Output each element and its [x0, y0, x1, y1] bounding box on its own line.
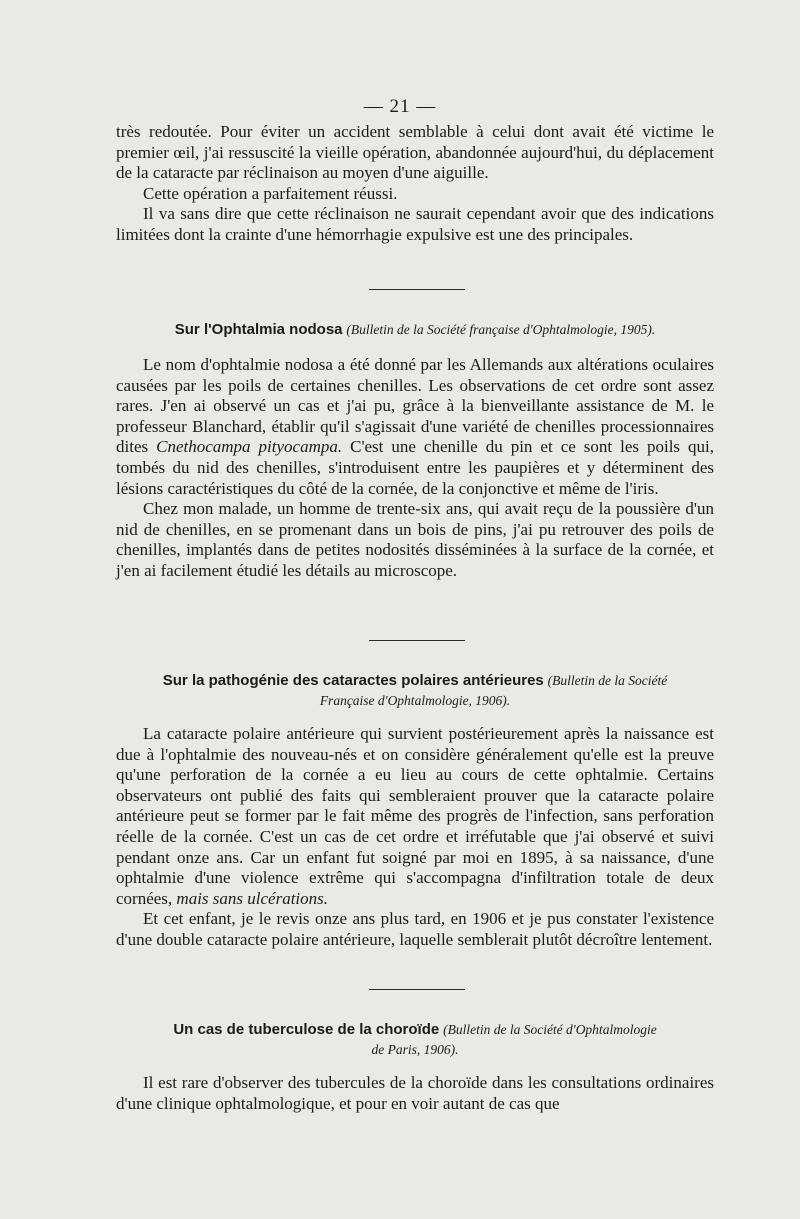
page-number: — 21 —	[363, 96, 437, 117]
section-body	[116, 355, 714, 582]
paragraph: Et cet enfant, je le revis onze ans plus tard, en 1906 et je pus constater l'existence d'une double cataracte polaire antérieure, laquelle semblerait plutôt décroître lentement.	[116, 909, 714, 949]
paragraph: Le nom d'ophtalmie nodosa a été donné par les Allemands aux altérations oculaires causées par les poils de certaines chenilles. Les observations de cet ordre sont assez rares. J'en ai observé un cas et j'ai pu, grâce à la bienveillante assistance de M. le professeur Blanchard, établir qu'il s'agissait d'une variété de chenilles processionnaires dites Cnethocampa pityocampa. C'est une chenille du pin et ce sont les poils qui, tombés du nid des chenilles, s'introduisent entre les paupières et y déterminent des lésions caractéristiques du côté de la cornée, de la conjonctive et même de l'iris.	[116, 355, 715, 498]
section-citation: (Bulletin de la Société	[547, 673, 668, 688]
paragraph: Cette opération a parfaitement réussi.	[143, 183, 398, 203]
section-title: Sur la pathogénie des cataractes polaires antérieures	[162, 672, 544, 689]
species-name: Cnethocampa pityocampa.	[156, 437, 343, 457]
section-heading	[116, 320, 714, 340]
section-divider	[369, 989, 465, 990]
section-title: Sur l'Ophtalmia nodosa	[174, 321, 343, 338]
section-divider	[369, 289, 465, 290]
paragraph: La cataracte polaire antérieure qui survient postérieurement après la naissance est due à l'ophtalmie des nouveau-nés et on considère généralement qu'elle est la preuve qu'une perforation de la cornée a eu lieu au cours de cette ophtalmie. Certains observateurs ont publié des faits qui sembleraient prouver que la cataracte polaire antérieure peut se former par le fait même des progrès de l'infection, sans perforation réelle de la cornée. C'est un cas de cet ordre et irréfutable que j'ai observé et suivi pendant onze ans. Car un enfant fut soigné par moi en 1895, à sa naissance, d'une ophtalmie d'une violence extrême qui s'accompagna d'infiltration totale de deux cornées, mais sans ulcérations.	[116, 724, 714, 908]
section-body	[116, 1073, 714, 1114]
paragraph: Il va sans dire que cette réclinaison ne saurait cependant avoir que des indications limitées dont la crainte d'une hémorrhagie expulsive est une des principales.	[116, 204, 714, 244]
section-title: Un cas de tuberculose de la choroïde	[173, 1021, 440, 1038]
section-citation: (Bulletin de la Société d'Ophtalmologie	[443, 1022, 657, 1037]
emphasis: mais sans ulcérations.	[176, 888, 329, 908]
section-continuation	[116, 122, 714, 246]
paragraph: Il est rare d'observer des tubercules de la choroïde dans les consultations ordinaires d'une clinique ophtalmologique, et pour en voir autant de cas que	[116, 1073, 714, 1113]
section-heading	[116, 1020, 714, 1060]
section-divider	[369, 640, 465, 641]
section-citation: Française d'Ophtalmologie, 1906).	[319, 693, 511, 708]
paragraph: Chez mon malade, un homme de trente-six ans, qui avait reçu de la poussière d'un nid de chenilles, en se promenant dans un bois de pins, j'ai pu retrouver des poils de chenilles, implantés dans de petites nodosités disséminées à la surface de la cornée, et j'en ai facilement étudié les détails au microscope.	[116, 499, 714, 580]
section-citation: (Bulletin de la Société française d'Ophtalmologie, 1905).	[346, 322, 656, 337]
section-body	[116, 724, 714, 951]
section-citation: de Paris, 1906).	[371, 1042, 459, 1057]
section-heading	[116, 671, 714, 711]
paragraph: très redoutée. Pour éviter un accident semblable à celui dont avait été victime le premier œil, j'ai ressuscité la vieille opération, abandonnée aujourd'hui, du déplacement de la cataracte par réclinaison au moyen d'une aiguille.	[116, 122, 714, 183]
